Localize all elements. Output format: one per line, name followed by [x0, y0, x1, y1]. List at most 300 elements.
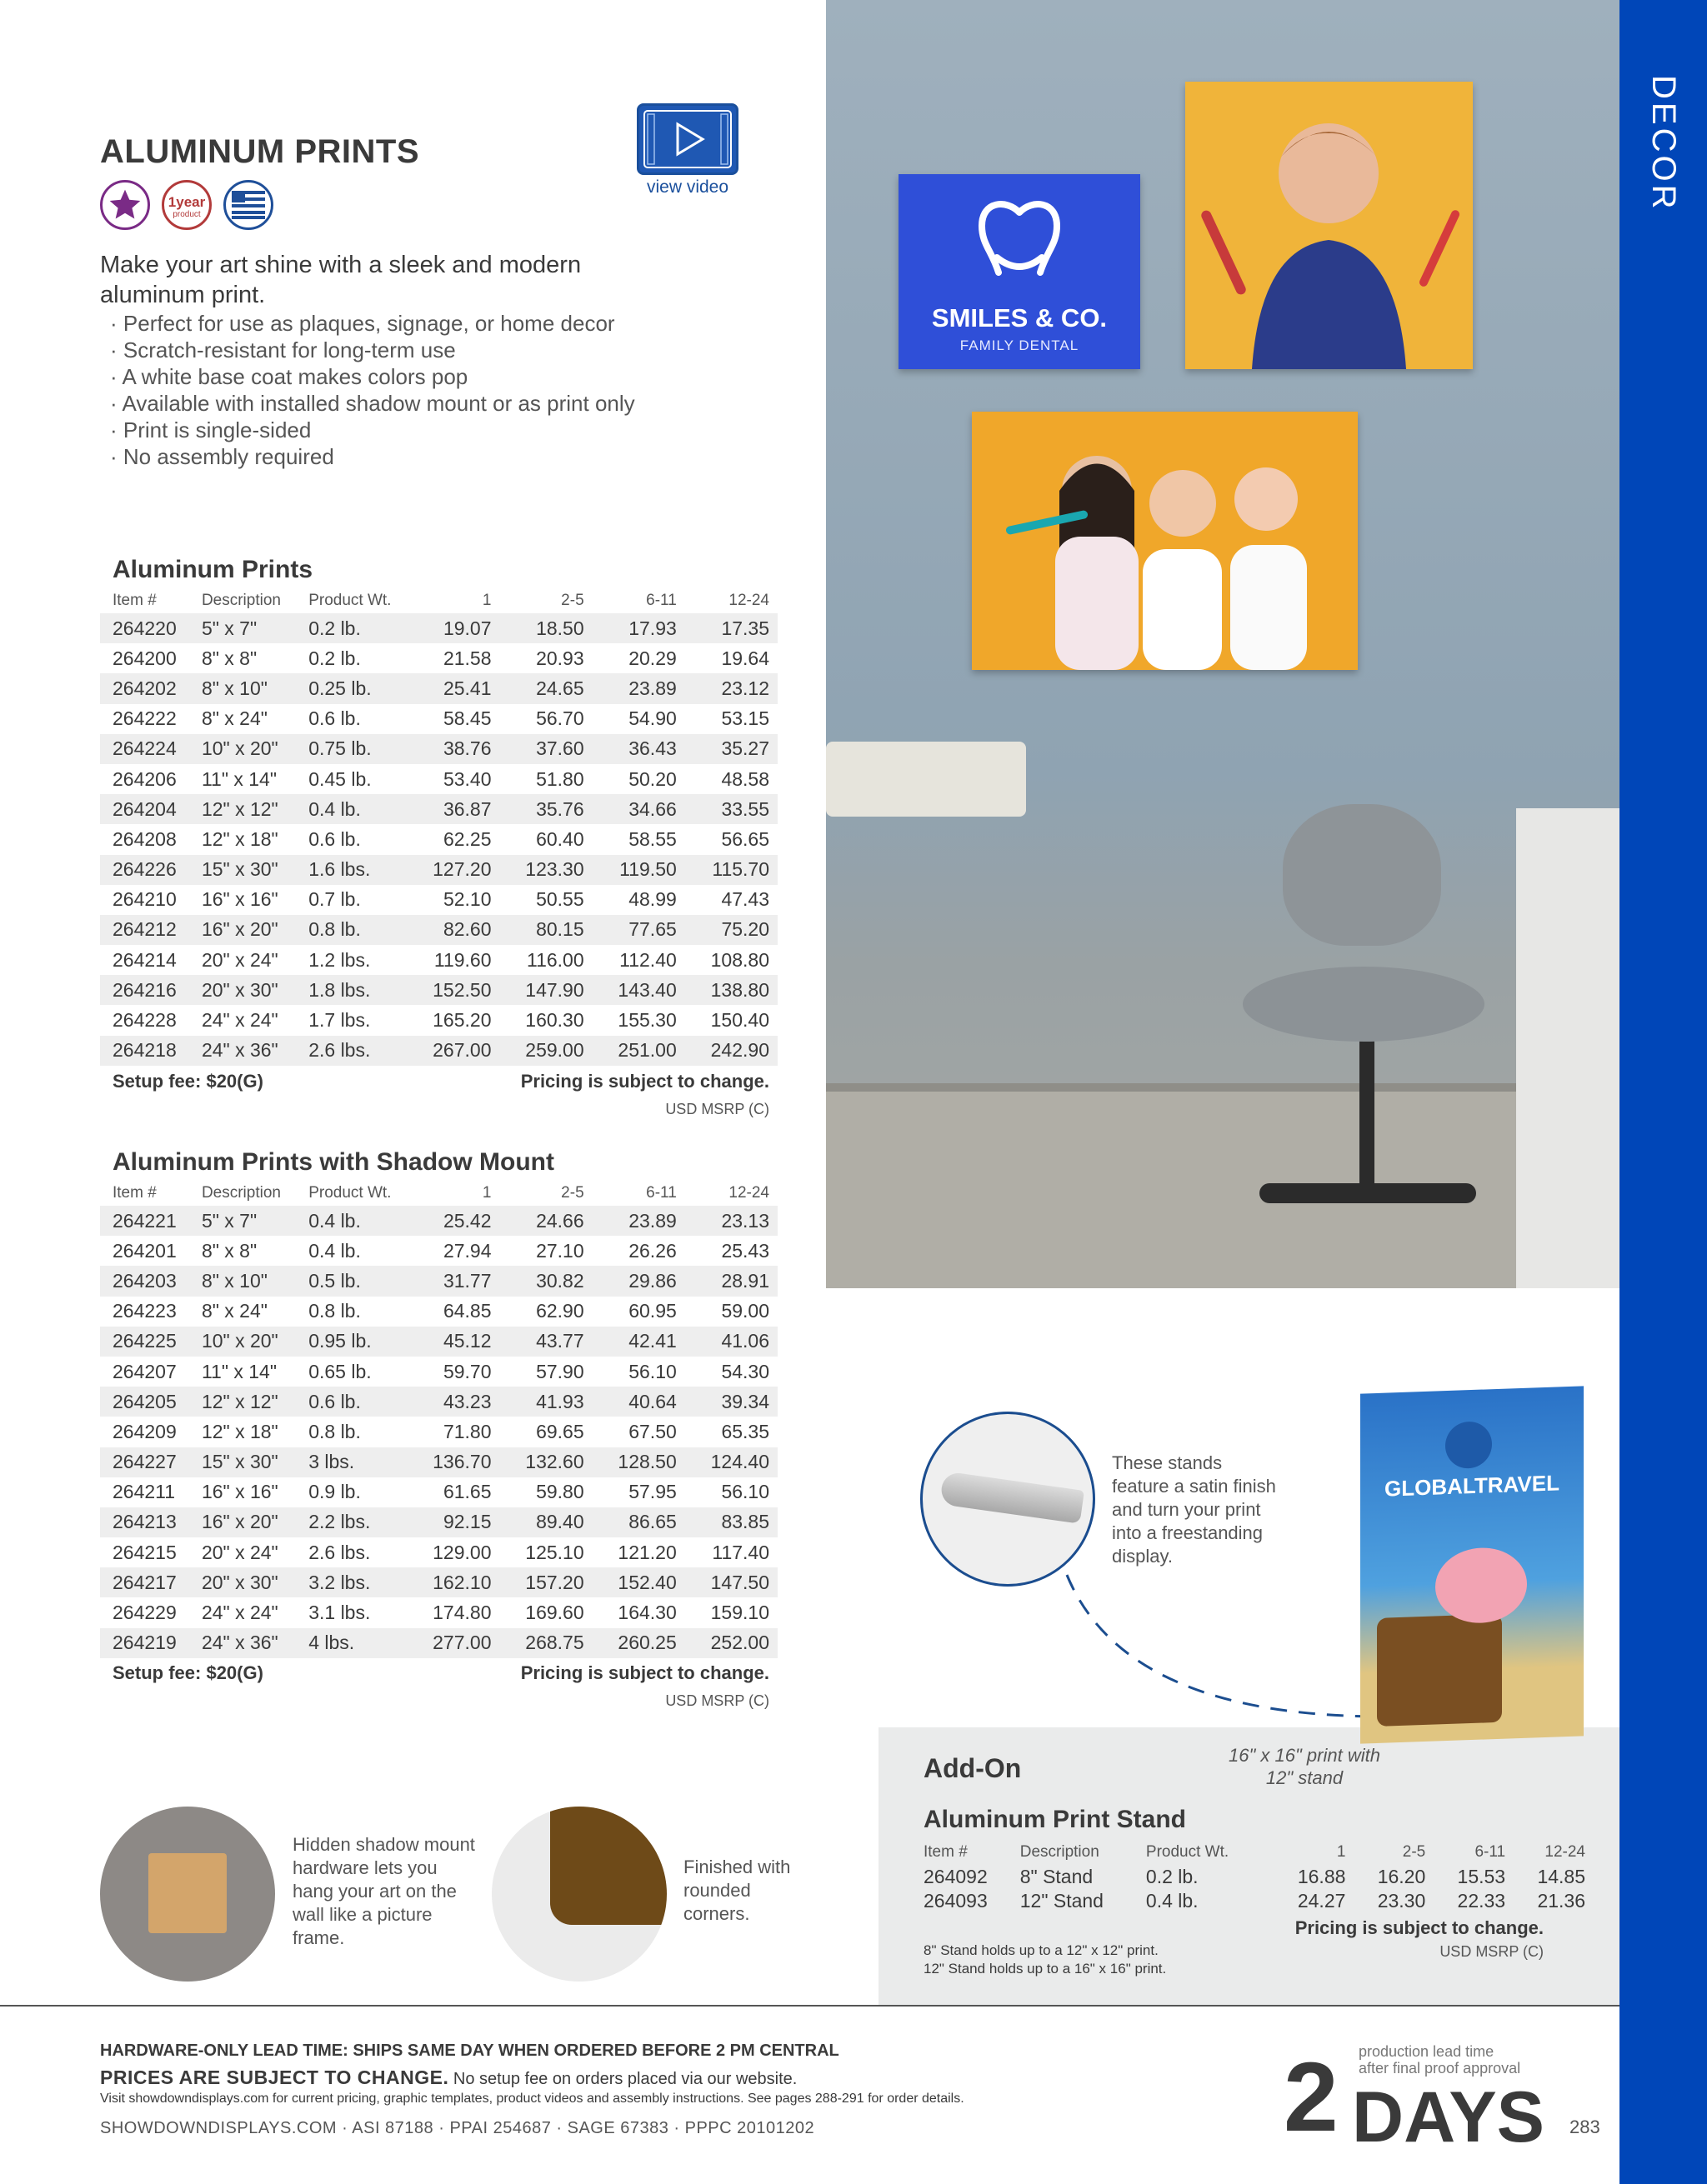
table-cell: 39.34 [685, 1387, 778, 1417]
table-row [100, 1357, 778, 1387]
table-cell: 259.00 [500, 1036, 593, 1066]
sign-subtitle: FAMILY DENTAL [959, 337, 1079, 353]
table-cell: 59.70 [443, 1360, 492, 1382]
table-row [100, 734, 778, 764]
suitcase [1377, 1614, 1502, 1727]
table-row [100, 1297, 778, 1327]
prints-msrp-note: USD MSRP (C) [665, 1101, 769, 1117]
table-cell: 264225 [100, 1327, 189, 1357]
stand-bar [939, 1471, 1084, 1523]
table-cell: 152.50 [407, 975, 499, 1005]
table-cell: 0.6 lb. [308, 827, 361, 850]
table-cell: 0.8 lb. [308, 1300, 361, 1322]
table-cell: 25.41 [407, 673, 499, 703]
table-cell: 16" x 16" [201, 1481, 278, 1503]
table-cell: 30.82 [500, 1266, 593, 1296]
table-cell: 16" x 16" [201, 888, 278, 911]
table-cell: 264209 [113, 1420, 177, 1442]
table-cell: 65.35 [721, 1420, 769, 1442]
shadow-price-table [100, 1181, 778, 1658]
table-cell: 24.65 [500, 673, 593, 703]
feature-list [110, 310, 635, 470]
table-cell: 143.40 [593, 975, 685, 1005]
table-cell: 16" x 20" [189, 915, 296, 945]
tooth-logo-icon [974, 192, 1065, 292]
table-cell: 1.6 lbs. [296, 855, 407, 885]
table-cell: 264218 [100, 1036, 189, 1066]
table-cell: 117.40 [712, 1541, 769, 1563]
days-word: DAYS [1352, 2077, 1545, 2157]
table-cell: 1.7 lbs. [308, 1009, 371, 1032]
lead-time-line: HARDWARE-ONLY LEAD TIME: SHIPS SAME DAY WHEN ORDERED BEFORE 2 PM CENTRAL [100, 2042, 839, 2060]
table-row [100, 1597, 778, 1627]
table-cell: 155.30 [618, 1009, 677, 1032]
table-cell: 0.2 lb. [308, 647, 361, 669]
table-cell: 268.75 [500, 1628, 593, 1658]
prints-pricing-note: Pricing is subject to change. [520, 1071, 769, 1092]
table-cell: 35.76 [500, 794, 593, 824]
cabinet [1516, 808, 1619, 1288]
table-cell: 264220 [100, 613, 189, 643]
table-cell: 264228 [113, 1009, 177, 1032]
table-row [100, 885, 778, 915]
table-cell: 264205 [100, 1387, 189, 1417]
table-cell: 24" x 24" [201, 1602, 278, 1624]
table-cell: 264216 [100, 975, 189, 1005]
table-cell: 115.70 [685, 855, 778, 885]
dental-sign-print [899, 174, 1140, 369]
column-header: Description [201, 592, 281, 609]
table-cell: 8" x 24" [201, 707, 268, 730]
company-ids: SHOWDOWNDISPLAYS.COM · ASI 87188 · PPAI 254687 · SAGE 67383 · PPPC 20101202 [100, 2119, 815, 2137]
table-cell: 75.20 [685, 915, 778, 945]
table-cell: 2.6 lbs. [308, 1541, 371, 1563]
table-cell: 0.6 lb. [296, 1387, 407, 1417]
column-header: 6-11 [1474, 1843, 1506, 1861]
table-cell: 37.60 [500, 734, 593, 764]
table-cell: 58.45 [443, 707, 492, 730]
table-cell: 169.60 [525, 1602, 584, 1624]
table-cell: 264217 [100, 1567, 189, 1597]
table-cell: 277.00 [407, 1628, 499, 1658]
boy-print [1185, 82, 1473, 369]
table-cell: 10" x 20" [189, 1327, 296, 1357]
table-cell: 8" x 10" [189, 1266, 296, 1296]
table-cell: 119.50 [593, 855, 685, 885]
table-cell: 48.99 [628, 888, 677, 911]
stand-note-1: 8" Stand holds up to a 12" x 12" print. [924, 1942, 1159, 1958]
table-cell: 264202 [100, 673, 189, 703]
table-cell: 56.65 [721, 827, 769, 850]
1-year-product-icon [162, 180, 212, 230]
table-row [100, 794, 778, 824]
table-cell: 1.8 lbs. [296, 975, 407, 1005]
dashed-connector [1059, 1567, 1392, 1733]
days-number: 2 [1284, 2042, 1339, 2152]
table-cell: 57.95 [628, 1481, 677, 1503]
table-cell: 264204 [100, 794, 189, 824]
table-cell: 264207 [113, 1360, 177, 1382]
table-cell: 0.4 lb. [308, 1239, 361, 1262]
table-cell: 160.30 [525, 1009, 584, 1032]
page-number: 283 [1569, 2117, 1600, 2137]
table-cell: 12" Stand [1019, 1890, 1104, 1912]
column-header: 6-11 [646, 1184, 677, 1202]
view-video-link[interactable]: view video [646, 177, 729, 197]
prints-setup-fee: Setup fee: $20(G) [113, 1071, 263, 1092]
table-cell: 43.77 [500, 1327, 593, 1357]
table-cell: 34.66 [593, 794, 685, 824]
boy-figure-icon [1185, 82, 1473, 369]
shadow-mount-caption: Hidden shadow mount hardware lets you hang your art on the wall like a picture frame. [293, 1834, 475, 1948]
table-cell: 24" x 36" [189, 1036, 296, 1066]
table-cell: 264226 [100, 855, 189, 885]
plane-icon [1445, 1421, 1492, 1469]
table-cell: 16.88 [1297, 1866, 1346, 1887]
table-row [100, 1477, 778, 1507]
table-cell: 24.66 [500, 1206, 593, 1236]
table-cell: 5" x 7" [189, 1206, 296, 1236]
lead-cap-1: production lead time [1359, 2043, 1494, 2060]
table-cell: 92.15 [407, 1507, 499, 1537]
table-cell: 61.65 [443, 1481, 492, 1503]
dental-equipment [826, 742, 1026, 817]
table-cell: 18.50 [500, 613, 593, 643]
table-cell: 12" x 12" [189, 1387, 296, 1417]
table-cell: 264214 [113, 948, 177, 971]
table-cell: 264215 [113, 1541, 177, 1563]
prices-line [100, 2067, 797, 2089]
table-cell: 82.60 [407, 915, 499, 945]
piggy-bank [1435, 1547, 1527, 1625]
table-header-row [100, 1181, 778, 1206]
stand-note-2: 12" Stand holds up to a 16" x 16" print. [924, 1961, 1167, 1977]
table-cell: 89.40 [500, 1507, 593, 1537]
table-cell: 48.58 [721, 767, 769, 790]
table-cell: 8" x 24" [201, 1300, 268, 1322]
mount-plate [148, 1853, 227, 1933]
table-cell: 50.20 [628, 767, 677, 790]
lead-time-caption [1359, 2043, 1520, 2077]
table-cell: 260.25 [593, 1628, 685, 1658]
table-cell: 20" x 30" [189, 975, 296, 1005]
table-cell: 162.10 [407, 1567, 499, 1597]
table-row [100, 975, 778, 1005]
table-cell: 0.25 lb. [296, 673, 407, 703]
table-cell: 23.12 [685, 673, 778, 703]
table-cell: 24" x 24" [201, 1009, 278, 1032]
shadow-mount-photo [100, 1807, 275, 1982]
table-cell: 264219 [100, 1628, 189, 1658]
play-icon [639, 106, 736, 172]
table-cell: 29.86 [593, 1266, 685, 1296]
print-brand: GLOBALTRAVEL [1384, 1470, 1559, 1502]
floor [826, 1092, 1619, 1288]
table-cell: 264093 [924, 1890, 988, 1912]
table-row [100, 1447, 778, 1477]
visit-line: Visit showdowndisplays.com for current pricing, graphic templates, product videos and assembly instructions. See pages 288-291 for order details. [100, 2092, 964, 2106]
table-cell: 5" x 7" [189, 613, 296, 643]
rounded-corner-photo [492, 1807, 667, 1982]
table-cell: 116.00 [527, 948, 584, 971]
table-cell: 11" x 14" [201, 767, 278, 790]
stand-detail-photo [920, 1412, 1095, 1587]
table-cell: 53.15 [721, 707, 769, 730]
table-cell: 77.65 [593, 915, 685, 945]
column-header: Item # [924, 1843, 968, 1861]
chair-base [1259, 1183, 1476, 1203]
table-row [100, 704, 778, 734]
column-header: 1 [482, 1184, 492, 1202]
side-band [1619, 0, 1707, 2184]
table-cell: 38.76 [407, 734, 499, 764]
table-cell: 0.2 lb. [296, 613, 407, 643]
addon-label: Add-On [924, 1753, 1022, 1783]
table-header-row [100, 588, 778, 613]
table-cell: 12" x 12" [189, 794, 296, 824]
table-cell: 150.40 [710, 1009, 769, 1032]
table-row [100, 824, 778, 854]
table-cell: 127.20 [407, 855, 499, 885]
table-cell: 10" x 20" [189, 734, 296, 764]
hero-photo [826, 0, 1619, 1288]
section-label: DECOR [1645, 75, 1682, 212]
table-cell: 112.40 [619, 948, 677, 971]
chair-seat [1243, 967, 1484, 1042]
table-cell: 26.26 [628, 1239, 677, 1262]
table-cell: 33.55 [685, 794, 778, 824]
table-cell: 264227 [100, 1447, 189, 1477]
column-header: Description [1019, 1843, 1099, 1861]
table-cell: 24" x 36" [189, 1628, 296, 1658]
table-cell: 152.40 [593, 1567, 685, 1597]
table-cell: 22.33 [1457, 1890, 1506, 1912]
table-cell: 36.43 [593, 734, 685, 764]
table-cell: 251.00 [593, 1036, 685, 1066]
feature-item: · Available with installed shadow mount or as print only [110, 390, 635, 417]
table-cell: 0.65 lb. [308, 1360, 372, 1382]
one-year-top: 1year [168, 194, 206, 210]
column-header: 2-5 [561, 1184, 584, 1202]
table-row [100, 643, 778, 673]
shadow-table-title: Aluminum Prints with Shadow Mount [113, 1148, 554, 1176]
table-cell: 267.00 [407, 1036, 499, 1066]
table-cell: 21.36 [1537, 1890, 1585, 1912]
table-row [100, 1537, 778, 1567]
table-row [924, 1865, 1590, 1889]
table-cell: 252.00 [685, 1628, 778, 1658]
table-row [100, 855, 778, 885]
badge-row [100, 180, 273, 232]
table-row [100, 1387, 778, 1417]
table-cell: 8" Stand [1019, 1866, 1094, 1887]
table-cell: 47.43 [721, 888, 769, 911]
table-cell: 157.20 [500, 1567, 593, 1597]
table-cell: 80.15 [500, 915, 593, 945]
table-cell: 25.42 [407, 1206, 499, 1236]
table-cell: 3 lbs. [296, 1447, 407, 1477]
column-header: 2-5 [561, 592, 584, 609]
table-cell: 23.13 [685, 1206, 778, 1236]
table-cell: 264210 [113, 888, 177, 911]
view-video-button[interactable] [637, 103, 738, 175]
table-row [100, 1266, 778, 1296]
feature-item: · Print is single-sided [110, 417, 635, 443]
column-header: 12-24 [728, 1184, 769, 1202]
feature-item: · Scratch-resistant for long-term use [110, 337, 635, 363]
column-header: Product Wt. [1145, 1843, 1229, 1861]
table-cell: 11" x 14" [201, 1360, 278, 1382]
table-cell: 62.90 [536, 1300, 584, 1322]
table-cell: 242.90 [685, 1036, 778, 1066]
table-cell: 264208 [113, 827, 177, 850]
table-row [100, 613, 778, 643]
table-cell: 264224 [100, 734, 189, 764]
table-cell: 0.2 lb. [1145, 1866, 1199, 1887]
table-row [100, 1327, 778, 1357]
table-row [100, 1036, 778, 1066]
table-cell: 51.80 [536, 767, 584, 790]
shadow-setup-fee: Setup fee: $20(G) [113, 1662, 263, 1683]
table-cell: 40.64 [593, 1387, 685, 1417]
table-cell: 264201 [113, 1239, 177, 1262]
table-cell: 15.53 [1457, 1866, 1506, 1887]
stand-caption: These stands feature a satin finish and turn your print into a freestanding display. [1112, 1452, 1276, 1567]
table-cell: 119.60 [433, 948, 492, 971]
stand-pricing-note: Pricing is subject to change. [1294, 1917, 1544, 1938]
table-cell: 2.6 lbs. [296, 1036, 407, 1066]
table-row [100, 764, 778, 794]
table-cell: 45.12 [407, 1327, 499, 1357]
shadow-msrp-note: USD MSRP (C) [665, 1692, 769, 1709]
table-cell: 8" x 10" [189, 673, 296, 703]
table-cell: 138.80 [685, 975, 778, 1005]
table-cell: 147.50 [685, 1567, 778, 1597]
table-cell: 83.85 [685, 1507, 778, 1537]
table-cell: 3.2 lbs. [296, 1567, 407, 1597]
table-cell: 108.80 [710, 948, 769, 971]
table-row [100, 1236, 778, 1266]
table-cell: 15" x 30" [189, 855, 296, 885]
table-cell: 264203 [100, 1266, 189, 1296]
table-cell: 59.80 [536, 1481, 584, 1503]
table-cell: 2.2 lbs. [296, 1507, 407, 1537]
kids-figure-icon [972, 412, 1358, 670]
table-cell: 174.80 [433, 1602, 492, 1624]
table-cell: 56.10 [721, 1481, 769, 1503]
feature-item: · Perfect for use as plaques, signage, or home decor [110, 310, 635, 337]
table-cell: 58.55 [628, 827, 677, 850]
column-header: 1 [1336, 1843, 1346, 1861]
feature-item: · No assembly required [110, 443, 635, 470]
column-header: 12-24 [1544, 1843, 1585, 1861]
table-cell: 64.85 [443, 1300, 492, 1322]
table-cell: 43.23 [407, 1387, 499, 1417]
table-cell: 50.55 [536, 888, 584, 911]
table-cell: 60.40 [536, 827, 584, 850]
table-cell: 124.40 [685, 1447, 778, 1477]
table-cell: 19.64 [721, 647, 769, 669]
table-cell: 59.00 [721, 1300, 769, 1322]
intro-headline: Make your art shine with a sleek and modern aluminum print. [100, 252, 582, 308]
column-header: 6-11 [646, 592, 677, 609]
table-cell: 57.90 [536, 1360, 584, 1382]
table-cell: 19.07 [407, 613, 499, 643]
stand-price-table [924, 1840, 1590, 1913]
travel-print-on-stand [1360, 1386, 1584, 1743]
table-cell: 123.30 [500, 855, 593, 885]
table-cell: 20" x 24" [201, 948, 278, 971]
table-cell: 8" x 8" [201, 647, 258, 669]
table-cell: 0.95 lb. [296, 1327, 407, 1357]
table-cell: 60.95 [628, 1300, 677, 1322]
table-cell: 8" x 8" [201, 1239, 258, 1262]
table-cell: 36.87 [407, 794, 499, 824]
rounded-corner [550, 1807, 667, 1925]
table-cell: 264092 [924, 1866, 988, 1887]
table-cell: 121.20 [618, 1541, 677, 1563]
table-cell: 56.10 [628, 1360, 677, 1382]
table-cell: 0.8 lb. [296, 915, 407, 945]
sign-name: SMILES & CO. [931, 303, 1108, 332]
feature-item: · A white base coat makes colors pop [110, 363, 635, 390]
table-cell: 53.40 [443, 767, 492, 790]
table-cell: 20.93 [536, 647, 584, 669]
table-cell: 23.30 [1377, 1890, 1426, 1912]
table-row [924, 1889, 1590, 1913]
table-cell: 264222 [113, 707, 177, 730]
table-row [100, 1005, 778, 1035]
table-cell: 54.30 [721, 1360, 769, 1382]
table-cell: 27.94 [443, 1239, 492, 1262]
table-cell: 264206 [113, 767, 177, 790]
table-row [100, 1507, 778, 1537]
kids-print [972, 412, 1358, 670]
table-cell: 31.77 [407, 1266, 499, 1296]
table-cell: 56.70 [536, 707, 584, 730]
table-cell: 23.89 [593, 673, 685, 703]
table-cell: 147.90 [500, 975, 593, 1005]
table-cell: 12" x 18" [201, 1420, 278, 1442]
column-header: Description [201, 1184, 281, 1202]
table-cell: 42.41 [593, 1327, 685, 1357]
table-cell: 17.35 [685, 613, 778, 643]
table-cell: 0.9 lb. [308, 1481, 361, 1503]
table-cell: 16.20 [1377, 1866, 1426, 1887]
prices-bold: PRICES ARE SUBJECT TO CHANGE. [100, 2067, 449, 2088]
stand-msrp-note: USD MSRP (C) [1439, 1943, 1544, 1960]
column-header: 2-5 [1402, 1843, 1426, 1861]
column-header: Item # [113, 1184, 157, 1202]
table-row [100, 1417, 778, 1447]
rounded-corner-caption: Finished with rounded corners. [683, 1857, 791, 1924]
table-cell: 41.06 [685, 1327, 778, 1357]
table-cell: 0.45 lb. [308, 767, 372, 790]
table-cell: 20" x 24" [201, 1541, 278, 1563]
usa-flag-icon [223, 180, 273, 230]
table-cell: 28.91 [685, 1266, 778, 1296]
table-cell: 136.70 [407, 1447, 499, 1477]
table-cell: 264200 [113, 647, 177, 669]
table-cell: 69.65 [536, 1420, 584, 1442]
column-header: 12-24 [728, 592, 769, 609]
table-cell: 21.58 [443, 647, 492, 669]
table-cell: 0.5 lb. [296, 1266, 407, 1296]
footer-rule [0, 2005, 1619, 2007]
table-cell: 24.27 [1297, 1890, 1346, 1912]
star-icon [100, 180, 150, 230]
table-cell: 132.60 [500, 1447, 593, 1477]
